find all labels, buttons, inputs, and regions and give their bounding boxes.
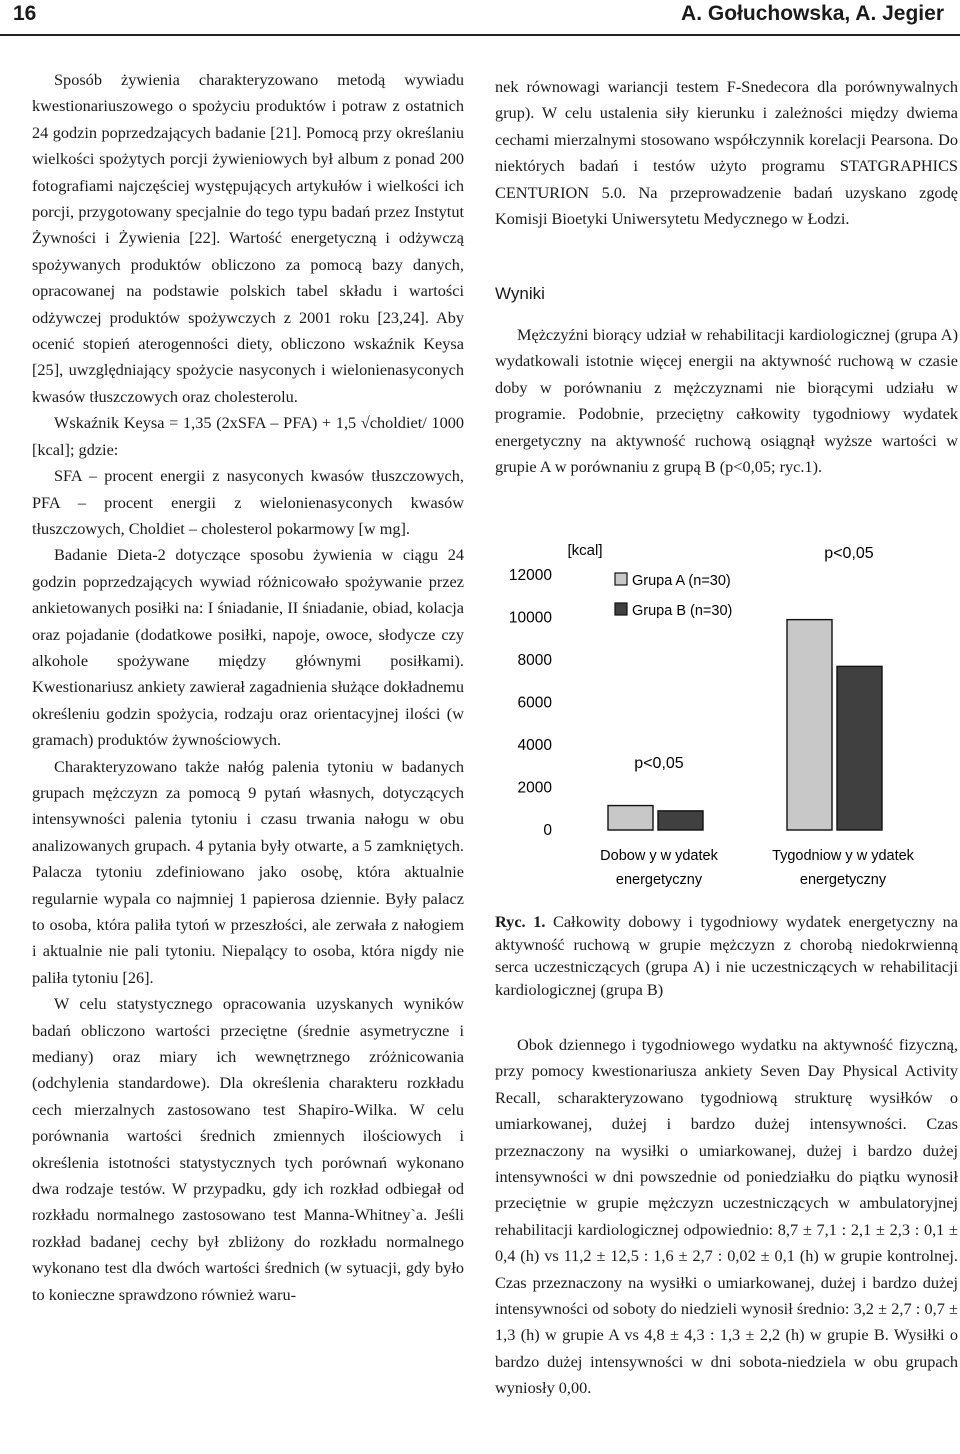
page-header <box>0 0 960 36</box>
bar-chart <box>495 528 959 898</box>
right-column-top <box>495 74 958 232</box>
category-label: energetyczny <box>615 872 703 888</box>
paragraph: Mężczyźni biorący udział w rehabilitacji kardiologicznej (grupa A) wydatkowali istotnie więcej energii na aktywność ruchową w czasie doby w porównaniu z mężczyznami nie biorącymi udziału w programie. Podobnie, przeciętny całkowity tygodniowy wydatek energetyczny na aktywność ruchową osiągnął wyższe wartości w grupie A w porównaniu z grupą B (p<0,05; ryc.1). <box>495 325 958 477</box>
y-tick-label: 6000 <box>517 694 552 712</box>
running-head-authors: A. Gołuchowska, A. Jegier <box>681 2 944 25</box>
y-tick-label: 10000 <box>508 609 552 627</box>
paragraph: nek równowagi wariancji testem F-Snedecora dla porównywalnych grup). W celu ustalenia siły kierunku i zależności między dwiema cechami mierzalnymi stosowano współczynnik korelacji Pearsona. Do niektórych badań i testów użyto programu STATGRAPHICS CENTURION 5.0. Na przeprowadzenie badań uzyskano zgodę Komisji Bioetyki Uniwersytetu Medycznego w Łodzi. <box>495 77 958 229</box>
bars <box>608 620 882 830</box>
y-tick-label: 12000 <box>508 567 552 584</box>
y-tick-labels <box>509 567 552 839</box>
left-column <box>32 67 464 1308</box>
paragraph: Sposób żywienia charakteryzowano metodą wywiadu kwestionariuszowego o spożyciu produktów i potraw z ostatnich 24 godzin poprzedzających badanie [21]. Pomocą przy określaniu wielkości spożytych porcji żywieniowych był album z ponad 200 fotografiami najczęściej występujących artykułów i wielkości ich porcji, przygotowany specjalnie do tego typu badań przez Instytut Żywności i Żywienia [22]. Wartość energetyczną i odżywczą spożywanych produktów obliczono za pomocą bazy danych, opracowanej na podstawie polskich tabel składu i wartości odżywczej produktów spożywczych z 2001 roku [23,24]. Aby ocenić stopień aterogenności diety, obliczono wskaźnik Keysa [25], uwzględniający spożycie nasyconych i wielonienasyconych kwasów tłuszczowych oraz cholesterolu. <box>32 70 464 406</box>
y-tick-label: 0 <box>543 822 552 839</box>
figure-1-chart <box>495 528 959 898</box>
page-number: 16 <box>13 2 37 25</box>
legend <box>615 573 732 619</box>
caption-text: Całkowity dobowy i tygodniowy wydatek energetyczny na aktywność ruchową w grupie mężczyzn z chorobą niedokrwienną serca uczestniczących (grupa A) i nie uczestniczących w rehabilitacji kardiologicznej (grupa B) <box>495 912 958 999</box>
section-heading-wyniki: Wyniki <box>495 284 545 303</box>
category-label: Tygodniow y w ydatek <box>772 848 914 864</box>
category-label: energetyczny <box>799 872 887 888</box>
wyniki-section <box>495 322 958 480</box>
paragraph: SFA – procent energii z nasyconych kwasów tłuszczowych, PFA – procent energii z wielonienasyconych kwasów tłuszczowych, Choldiet – cholesterol pokarmowy [w mg]. <box>32 466 464 538</box>
paragraph: Obok dziennego i tygodniowego wydatku na aktywność fizyczną, przy pomocy kwestionariusza ankiety Seven Day Physical Activity Recall, scharakteryzowano tygodniową strukturę wysiłków o umiarkowanej, dużej i bardzo dużej intensywności. Czas przeznaczony na wysiłki o umiarkowanej, dużej i bardzo dużej intensywności w dni powszednie od poniedziałku do piątku wynosił przeciętnie w grupie mężczyzn uczestniczących w ambulatoryjnej rehabilitacji kardiologicznej odpowiednio: 8,7 ± 7,1 : 2,1 ± 2,3 : 0,1 ± 0,4 (h) vs 11,2 ± 12,5 : 1,6 ± 2,7 : 0,02 ± 0,1 (h) w grupie kontrolnej. Czas przeznaczony na wysiłki o umiarkowanej, dużej i bardzo dużej intensywności od soboty do niedzieli wynosił średnio: 3,2 ± 2,7 : 0,7 ± 1,3 (h) w grupie A vs 4,8 ± 4,3 : 1,3 ± 2,2 (h) w grupie B. Wysiłki o bardzo dużej intensywności w dni sobota-niedziela w obu grupach wyniosły 0,00. <box>495 1035 958 1398</box>
category-labels <box>600 848 915 888</box>
bar-grupa-a <box>787 620 832 830</box>
significance-annotation: p<0,05 <box>634 755 684 772</box>
paragraph: W celu statystycznego opracowania uzyskanych wyników badań obliczono wartości przeciętne (średnie asymetryczne i mediany) oraz miary ich wewnętrznego zróżnicowania (odchylenia standardowe). Dla określenia charakteru rozkładu cech mierzalnych zastosowano test Shapiro-Wilka. W celu porównania wartości średnich zmiennych ilościowych i określenia istotności statystycznych tych porównań wykonano dwa rodzaje testów. W przypadku, gdy ich rozkład odbiegał od rozkładu normalnego zastosowano test Manna-Whitney`a. Jeśli rozkład badanej cechy był zbliżony do rozkładu normalnego wykonano test dla dwóch wartości średnich (w sytuacji, gdy było to konieczne sprawdzono również waru- <box>32 994 464 1304</box>
legend-label: Grupa A (n=30) <box>632 573 731 589</box>
legend-swatch <box>615 573 627 585</box>
bar-grupa-b <box>658 811 703 830</box>
right-column-bottom <box>495 1032 958 1402</box>
y-axis-label: [kcal] <box>567 542 603 559</box>
legend-swatch <box>615 603 627 615</box>
y-tick-label: 8000 <box>517 652 552 669</box>
y-tick-label: 2000 <box>517 779 552 797</box>
figure-caption <box>495 911 958 1001</box>
category-label: Dobow y w ydatek <box>600 848 718 864</box>
header-rule <box>0 34 960 36</box>
paragraph: Badanie Dieta-2 dotyczące sposobu żywienia w ciągu 24 godzin poprzedzających wywiad różnicowało spożywanie przez ankietowanych posiłki na: I śniadanie, II śniadanie, obiad, kolacja oraz pojadanie (dodatkowe posiłki, napoje, owoce, słodycze czy alkohole spożywane między głównymi posiłkami). Kwestionariusz ankiety zawierał zagadnienia służące dokładnemu określeniu godzin spożycia, rodzaju oraz orientacyjnej ilości (w gramach) produktów żywnościowych. <box>32 545 464 750</box>
caption-label: Ryc. 1. <box>495 912 546 931</box>
legend-label: Grupa B (n=30) <box>632 603 733 619</box>
bar-grupa-b <box>837 666 882 830</box>
bar-grupa-a <box>608 806 653 830</box>
paragraph: Charakteryzowano także nałóg palenia tytoniu w badanych grupach mężczyzn za pomocą 9 pytań własnych, dotyczących intensywności palenia tytoniu i czasu trwania nałogu w obu analizowanych grupach. 4 pytania były otwarte, a 5 zamkniętych. Palacza tytoniu zdefiniowano jako osobę, która aktualnie regularnie wypala co najmniej 1 papierosa dziennie. Były palacz to osoba, która paliła tytoń w przeszłości, ale zerwała z nałogiem i aktualnie nie pali tytoniu. Niepalący to osoba, która nigdy nie paliła tytoniu [26]. <box>32 756 464 987</box>
formula-paragraph: Wskaźnik Keysa = 1,35 (2xSFA – PFA) + 1,5 √choldiet/ 1000 [kcal]; gdzie: <box>32 413 464 459</box>
significance-annotation: p<0,05 <box>824 545 874 562</box>
y-tick-label: 4000 <box>517 737 552 754</box>
